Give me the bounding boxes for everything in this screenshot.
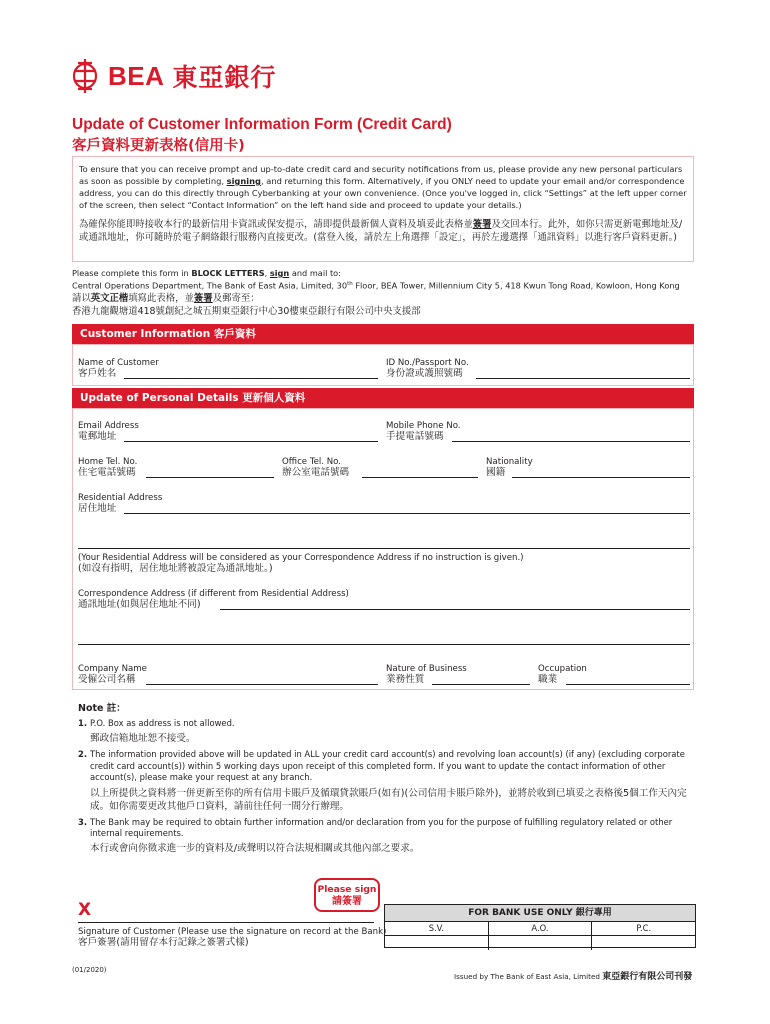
company-label-cn: 受僱公司名稱 — [78, 674, 136, 685]
name-label-en: Name of Customer — [78, 358, 159, 368]
correspondence-label-cn: 通訊地址(如與居住地址不同) — [78, 599, 201, 610]
residential-field-line-1[interactable] — [124, 513, 690, 514]
correspondence-field-line-1[interactable] — [220, 609, 690, 610]
email-field[interactable] — [124, 441, 378, 442]
note-1-cn: 郵政信箱地址恕不接受。 — [90, 733, 196, 745]
logo-text-cn: 東亞銀行 — [172, 63, 277, 92]
note-3-en: The Bank may be required to obtain further information and/or declaration from you for the purpose of fulfilling regulatory related or other internal requirements. — [90, 816, 673, 839]
correspondence-label-en: Correspondence Address (if different from Residential Address) — [78, 589, 349, 599]
bank-col-ao: A.O. — [489, 922, 593, 935]
section-personal-details: Update of Personal Details 更新個人資料 — [72, 388, 694, 408]
company-field[interactable] — [146, 684, 378, 685]
bea-logo — [70, 56, 276, 96]
bank-col-pc: P.C. — [636, 923, 652, 933]
nationality-label-cn: 國籍 — [486, 467, 506, 478]
note-2-en: The information provided above will be updated in ALL your credit card account(s) and revolving loan account(s) (if any) (excluding corporate credit card account(s)) within 5 working days upon receipt of this completed form. If you want to update the contact information of other account(s), please make your request at any branch. — [90, 749, 685, 783]
note-3-cn: 本行或會向你徵求進一步的資料及/或聲明以符合法規相關或其他內部之要求。 — [90, 843, 420, 855]
residential-label-cn: 居住地址 — [78, 503, 117, 514]
note-item: 2. The information provided above will be updated in ALL your credit card account(s) and revolving loan account(s) (if any) (excluding corporate credit card account(s)) within 5 working days upon receipt of this completed form. If you want to update the contact information of other account(s), please make your request at any branch. 以上所提供之資料將一併更新至你的所有信用卡賬戶及循環貸款賬戶(如有)(公司信用卡賬戶除外)，並將於收到已填妥之表格後5個工作天內完成。如你需要更改其他戶口資料，請前往任何一間分行辦理。 — [78, 749, 693, 812]
notes-title: Note 註： — [78, 703, 126, 714]
notes-section — [78, 700, 693, 855]
home-tel-label-cn: 住宅電話號碼 — [78, 467, 136, 478]
bea-emblem-icon — [70, 57, 100, 95]
bank-use-blank-row — [385, 936, 695, 950]
correspondence-field-line-2[interactable] — [78, 644, 690, 645]
id-field[interactable] — [476, 378, 690, 379]
customer-info-box — [72, 344, 694, 386]
id-label-cn: 身份證或護照號碼 — [386, 368, 463, 379]
personal-details-box — [72, 408, 694, 690]
bank-cell-sv — [385, 936, 489, 950]
office-tel-field[interactable] — [362, 477, 478, 478]
form-title-cn: 客戶資料更新表格(信用卡) — [72, 138, 245, 154]
nationality-field[interactable] — [512, 477, 690, 478]
nationality-label-en: Nationality — [486, 457, 533, 467]
section-customer-info: Customer Information 客戶資料 — [72, 324, 694, 344]
residential-field-line-2[interactable] — [78, 548, 690, 549]
mail-line-1: Please complete this form in BLOCK LETTERS, sign and mail to: — [72, 268, 341, 278]
bank-col-sv: S.V. — [385, 922, 489, 935]
company-label-en: Company Name — [78, 664, 147, 674]
home-tel-label-en: Home Tel. No. — [78, 457, 138, 467]
note-item: 3. The Bank may be required to obtain further information and/or declaration from you for the purpose of fulfilling regulatory related or other internal requirements. 本行或會向你徵求進一步的資料及/或聲明以符合法規相關或其他內部之要求。 — [78, 817, 693, 856]
note-1-en: P.O. Box as address is not allowed. — [90, 718, 235, 728]
intro-text-cn: 為確保你能即時接收本行的最新信用卡資訊或保安提示，請即提供最新個人資料及填妥此表格並簽署及交回本行。此外，如你只需更新電郵地址及/或通訊地址，你可隨時於電子網絡銀行服務內直接更改。(當登入後，請於左上角選擇「設定」，再於左邊選擇「通訊資料」以進行客戶資料更新。) — [79, 219, 683, 244]
residential-note-en: (Your Residential Address will be considered as your Correspondence Address if no instruction is given.) — [78, 553, 524, 563]
please-sign-cn: 請簽署 — [332, 896, 362, 907]
occupation-label-cn: 職業 — [538, 674, 558, 685]
please-sign-badge — [314, 878, 380, 912]
signature-label-en: Signature of Customer (Please use the signature on record at the Bank) — [78, 927, 387, 937]
occupation-field[interactable] — [566, 684, 690, 685]
name-field[interactable] — [124, 378, 378, 379]
bank-use-columns — [385, 922, 695, 936]
residential-note-cn: (如沒有指明，居住地址將被設定為通訊地址。) — [78, 563, 273, 574]
business-label-en: Nature of Business — [386, 664, 467, 674]
logo-text-en: BEA — [108, 60, 165, 91]
issued-by: Issued by The Bank of East Asia, Limited 東亞銀行有限公司刊發 — [454, 972, 693, 982]
signature-label-cn: 客戶簽署(請用留存本行記錄之簽署式樣) — [78, 937, 249, 948]
business-field[interactable] — [432, 684, 530, 685]
intro-text-en: To ensure that you can receive prompt and up-to-date credit card and security notifications from us, please provide any new personal particulars as soon as possible by completing, signing, and returning this form. Alternatively, if you ONLY need to update your email and/or correspondence address, you can do this directly through Cyberbanking at your own convenience. (Once you've logged in, click “Settings” at the left upper corner of the screen, then select “Contact Information” on the left hand side and proceed to update your details.) — [79, 164, 687, 211]
mail-line-3: 請以英文正楷填寫此表格，並簽署及郵寄至： — [72, 292, 260, 304]
mail-line-2: Central Operations Department, The Bank of East Asia, Limited, 30th Floor, BEA Tower, Millennium City 5, 418 Kwun Tong Road, Kowloon, Hong Kong — [72, 280, 680, 291]
office-tel-label-cn: 辦公室電話號碼 — [282, 467, 350, 478]
bank-use-table — [384, 904, 696, 948]
office-tel-label-en: Office Tel. No. — [282, 457, 342, 467]
id-label-en: ID No./Passport No. — [386, 358, 469, 368]
note-item: 1. P.O. Box as address is not allowed. 郵政信箱地址恕不接受。 — [78, 718, 693, 745]
signature-x-mark: X — [78, 900, 92, 920]
form-title-en: Update of Customer Information Form (Credit Card) — [72, 116, 452, 133]
note-2-cn: 以上所提供之資料將一併更新至你的所有信用卡賬戶及循環貸款賬戶(如有)(公司信用卡賬戶除外)，並將於收到已填妥之表格後5個工作天內完成。如你需要更改其他戶口資料，請前往任何一間分行辦理。 — [90, 787, 687, 812]
business-label-cn: 業務性質 — [386, 674, 425, 685]
mobile-field[interactable] — [452, 441, 690, 442]
please-sign-en: Please sign — [317, 884, 377, 895]
bank-cell-pc — [592, 936, 695, 950]
mobile-label-cn: 手提電話號碼 — [386, 431, 444, 442]
email-label-en: Email Address — [78, 421, 139, 431]
residential-label-en: Residential Address — [78, 493, 163, 503]
mobile-label-en: Mobile Phone No. — [386, 421, 461, 431]
name-label-cn: 客戶姓名 — [78, 368, 117, 379]
form-code: (01/2020) — [72, 966, 107, 974]
signature-field[interactable] — [78, 922, 374, 923]
email-label-cn: 電郵地址 — [78, 431, 117, 442]
mail-line-4: 香港九龍觀塘道418號創紀之城五期東亞銀行中心30樓東亞銀行有限公司中央支援部 — [72, 305, 421, 317]
home-tel-field[interactable] — [146, 477, 274, 478]
bank-use-header: FOR BANK USE ONLY 銀行專用 — [385, 905, 695, 922]
intro-box — [72, 156, 694, 262]
mail-instructions — [72, 268, 702, 318]
bank-cell-ao — [489, 936, 593, 950]
occupation-label-en: Occupation — [538, 664, 587, 674]
